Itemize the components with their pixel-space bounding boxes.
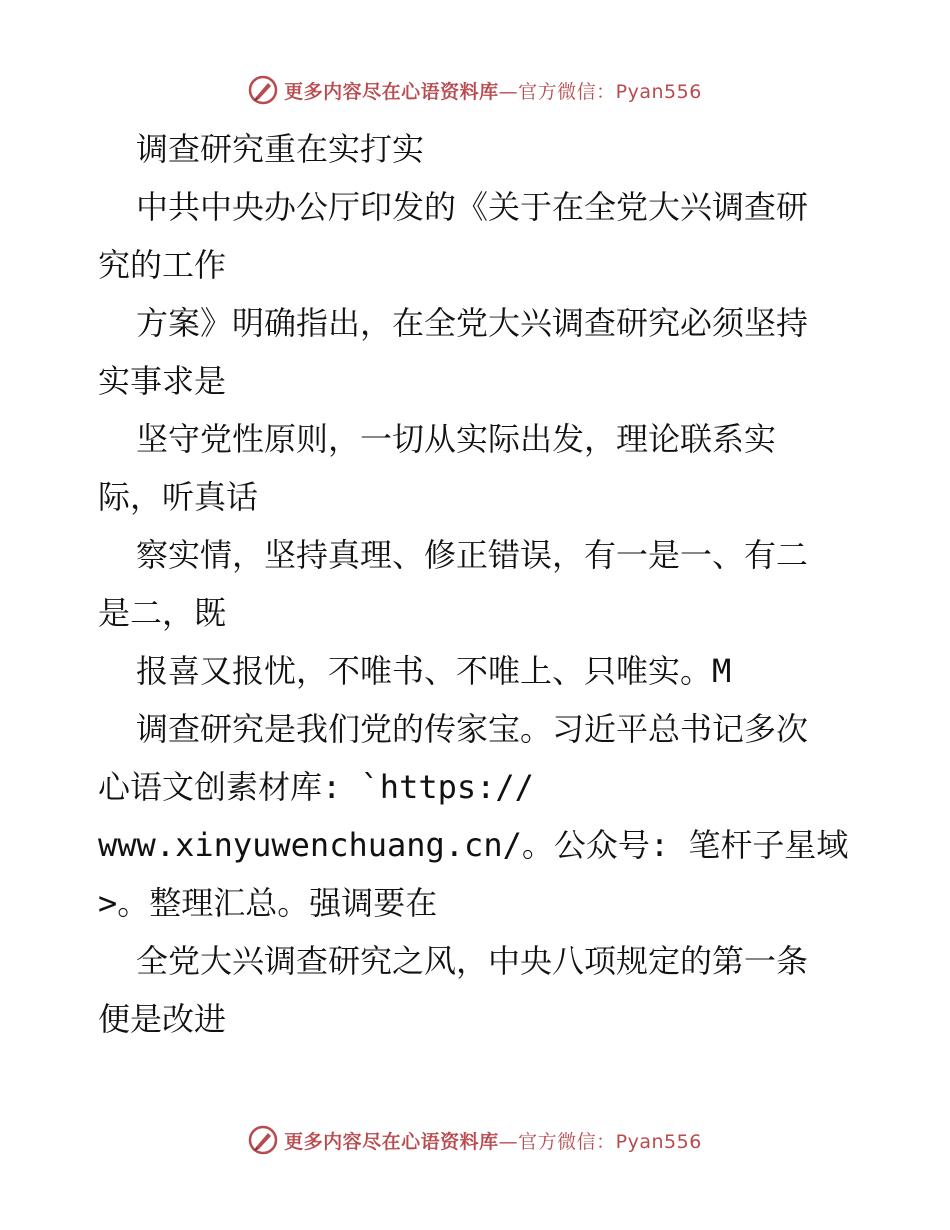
paragraph-line: >。整理汇总。强调要在 (98, 884, 438, 922)
paragraph-line: 实事求是 (98, 362, 227, 400)
paragraph-line: www.xinyuwenchuang.cn/。公众号: 笔杆子星域 (98, 826, 849, 864)
footer-banner-text (284, 1127, 702, 1154)
pen-logo-icon (248, 1125, 278, 1155)
header-watermark-banner (0, 72, 950, 108)
footer-banner-tail: —官方微信：Pyan556 (498, 1130, 702, 1153)
paragraph-line: 究的工作 (98, 246, 227, 284)
paragraph-line: 是二，既 (98, 594, 227, 632)
paragraph-line: 际，听真话 (98, 478, 259, 516)
pen-logo-icon (248, 75, 278, 105)
header-banner-text (284, 77, 702, 104)
paragraph-line: 坚守党性原则，一切从实际出发，理论联系实 (136, 420, 777, 458)
header-banner-lead: 更多内容尽在心语资料库 (284, 80, 499, 103)
paragraph-line: 中共中央办公厅印发的《关于在全党大兴调查研 (136, 188, 809, 226)
paragraph-line: 全党大兴调查研究之风，中央八项规定的第一条 (136, 942, 809, 980)
paragraph-line: 报喜又报忧，不唯书、不唯上、只唯实。M (136, 652, 732, 690)
paragraph-line: 察实情，坚持真理、修正错误，有一是一、有二 (136, 536, 809, 574)
paragraph-line: 心语文创素材库: `https:// (98, 768, 534, 806)
paragraph-line: 方案》明确指出，在全党大兴调查研究必须坚持 (136, 304, 809, 342)
paragraph-line: 调查研究是我们党的传家宝。习近平总书记多次 (136, 710, 809, 748)
doc-title: 调查研究重在实打实 (136, 130, 425, 168)
header-banner-tail: —官方微信：Pyan556 (498, 80, 702, 103)
footer-watermark-banner (0, 1122, 950, 1158)
document-body (98, 120, 858, 1048)
paragraph-line: 便是改进 (98, 1000, 227, 1038)
footer-banner-lead: 更多内容尽在心语资料库 (284, 1130, 499, 1153)
